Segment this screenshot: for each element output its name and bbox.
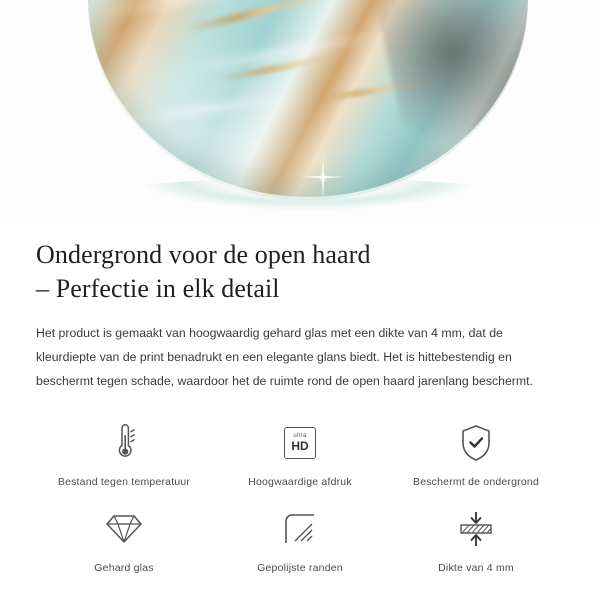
feature-item xyxy=(212,420,388,488)
paint-streak xyxy=(123,92,299,125)
content-area xyxy=(0,238,600,574)
feature-label: Beschermt de ondergrond xyxy=(412,475,539,488)
feature-grid xyxy=(36,420,564,574)
headline-line-2: – Perfectie in elk detail xyxy=(36,273,280,303)
feature-label: Dikte van 4 mm xyxy=(438,561,514,574)
polished-edges-icon xyxy=(283,506,317,552)
paint-streak xyxy=(168,28,395,78)
thermometer-icon xyxy=(109,420,139,466)
gold-vein xyxy=(186,0,333,33)
feature-item xyxy=(212,506,388,574)
shield-check-icon xyxy=(459,420,493,466)
feature-label: Gehard glas xyxy=(94,561,154,574)
product-description-text: Het product is gemaakt van hoogwaardig gehard glas met een dikte van 4 mm, dat de kleurdiepte van de print benadrukt en een elegante glans biedt. Het is hittebestendig en beschermt tegen schade, waardoor het de ruimte rond de open haard jarenlang beschermt. xyxy=(36,325,533,388)
diamond-icon xyxy=(105,506,143,552)
feature-item xyxy=(388,506,564,574)
ultra-hd-icon xyxy=(284,420,316,466)
thickness-arrows-icon xyxy=(456,506,496,552)
feature-item xyxy=(388,420,564,488)
feature-label: Gepolijste randen xyxy=(257,561,343,574)
feature-label: Hoogwaardige afdruk xyxy=(248,475,352,488)
dark-ink-wash xyxy=(371,0,528,151)
ultra-hd-badge-bottom: HD xyxy=(291,439,309,453)
feature-label: Bestand tegen temperatuur xyxy=(57,475,191,488)
ultra-hd-badge-top: ultra xyxy=(293,433,307,439)
headline-line-1: Ondergrond voor de open haard xyxy=(36,240,371,269)
hero-image xyxy=(0,0,600,218)
ultra-hd-badge xyxy=(284,427,316,459)
feature-item xyxy=(36,506,212,574)
page-title xyxy=(36,238,564,306)
feature-item xyxy=(36,420,212,488)
